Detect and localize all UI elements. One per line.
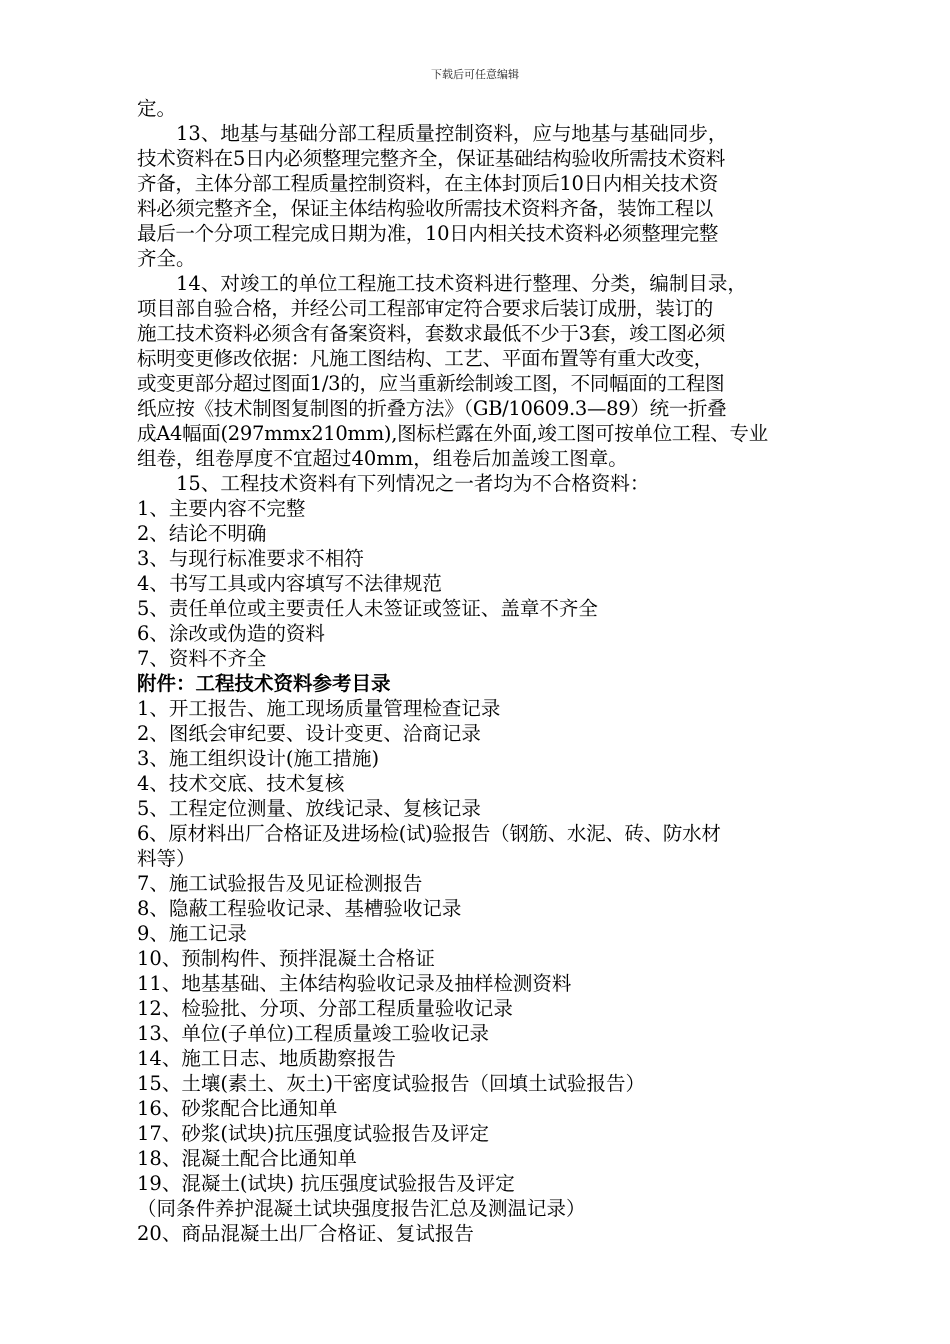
appendix-heading: 附件：工程技术资料参考目录 [137, 672, 391, 695]
list-item: 3、施工组织设计(施工措施) [137, 747, 380, 770]
list-item: 9、施工记录 [137, 922, 247, 945]
list-item: 5、责任单位或主要责任人未签证或签证、盖章不齐全 [137, 597, 598, 620]
paragraph-13-line: 料必须完整齐全，保证主体结构验收所需技术资料齐备，装饰工程以 [137, 197, 714, 220]
paragraph-14-line: 纸应按《技术制图复制图的折叠方法》（GB/10609.3—89）统一折叠 [137, 397, 727, 420]
page-header: 下载后可任意编辑 [431, 68, 519, 81]
list-item: 5、工程定位测量、放线记录、复核记录 [137, 797, 481, 820]
list-item: 17、砂浆(试块)抗压强度试验报告及评定 [137, 1122, 490, 1145]
list-item: 2、结论不明确 [137, 522, 267, 545]
document-body [137, 96, 837, 1246]
paragraph-13-line: 技术资料在5日内必须整理完整齐全，保证基础结构验收所需技术资料 [137, 147, 726, 170]
list-item: 20、商品混凝土出厂合格证、复试报告 [137, 1222, 474, 1245]
list-item: 2、图纸会审纪要、设计变更、洽商记录 [137, 722, 481, 745]
paragraph-13-line: 最后一个分项工程完成日期为准，10日内相关技术资料必须整理完整 [137, 222, 719, 245]
paragraph-14-line: 或变更部分超过图面1/3的，应当重新绘制竣工图，不同幅面的工程图 [137, 372, 725, 395]
list-item: 11、地基基础、主体结构验收记录及抽样检测资料 [137, 972, 572, 995]
paragraph-14-line: 组卷，组卷厚度不宜超过40mm，组卷后加盖竣工图章。 [137, 447, 628, 470]
list-item: 6、原材料出厂合格证及进场检(试)验报告（钢筋、水泥、砖、防水材 [137, 822, 721, 845]
paragraph-14-line: 项目部自验合格，并经公司工程部审定符合要求后装订成册，装订的 [137, 297, 714, 320]
paragraph-13-line: 齐备，主体分部工程质量控制资料，在主体封顶后10日内相关技术资 [137, 172, 719, 195]
list-item: 8、隐蔽工程验收记录、基槽验收记录 [137, 897, 462, 920]
paragraph-13-line: 13、地基与基础分部工程质量控制资料，应与地基与基础同步， [176, 122, 728, 145]
paragraph-15-line: 15、工程技术资料有下列情况之一者均为不合格资料： [176, 472, 650, 495]
paragraph-13-line: 齐全。 [137, 247, 196, 270]
list-item: 10、预制构件、预拌混凝土合格证 [137, 947, 435, 970]
text-line: 定。 [137, 97, 177, 120]
list-item: 1、主要内容不完整 [137, 497, 306, 520]
paragraph-14-line: 成A4幅面(297mmx210mm),图标栏露在外面,竣工图可按单位工程、专业 [137, 422, 768, 445]
list-item: 13、单位(子单位)工程质量竣工验收记录 [137, 1022, 490, 1045]
list-item: 3、与现行标准要求不相符 [137, 547, 364, 570]
list-item: 4、书写工具或内容填写不法律规范 [137, 572, 442, 595]
list-item: 19、混凝土(试块) 抗压强度试验报告及评定 [137, 1172, 515, 1195]
list-item: （同条件养护混凝土试块强度报告汇总及测温记录） [137, 1197, 586, 1220]
list-item: 料等） [137, 847, 196, 870]
paragraph-14-line: 标明变更修改依据：凡施工图结构、工艺、平面布置等有重大改变， [137, 347, 714, 370]
list-item: 7、施工试验报告及见证检测报告 [137, 872, 423, 895]
list-item: 7、资料不齐全 [137, 647, 267, 670]
list-item: 18、混凝土配合比通知单 [137, 1147, 357, 1170]
list-item: 12、检验批、分项、分部工程质量验收记录 [137, 997, 513, 1020]
list-item: 1、开工报告、施工现场质量管理检查记录 [137, 697, 501, 720]
list-item: 16、砂浆配合比通知单 [137, 1097, 338, 1120]
list-item: 14、施工日志、地质勘察报告 [137, 1047, 396, 1070]
list-item: 15、土壤(素土、灰土)干密度试验报告（回填土试验报告） [137, 1072, 646, 1095]
paragraph-14-line: 施工技术资料必须含有备案资料，套数求最低不少于3套，竣工图必须 [137, 322, 726, 345]
paragraph-14-line: 14、对竣工的单位工程施工技术资料进行整理、分类，编制目录， [176, 272, 747, 295]
list-item: 6、涂改或伪造的资料 [137, 622, 325, 645]
list-item: 4、技术交底、技术复核 [137, 772, 345, 795]
